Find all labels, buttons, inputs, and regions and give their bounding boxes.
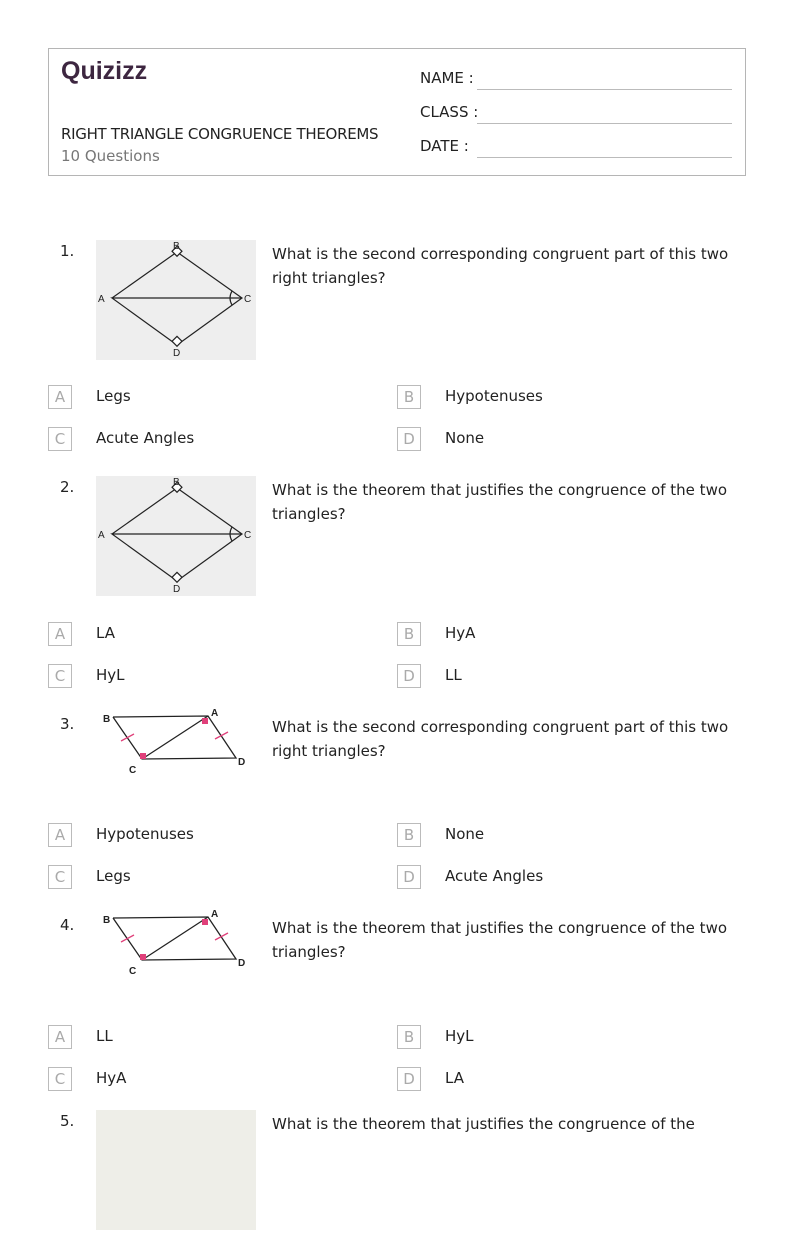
- question-number: 3.: [60, 715, 75, 733]
- option-letter-box[interactable]: C: [48, 664, 72, 688]
- option-letter-box[interactable]: D: [397, 865, 421, 889]
- option-text: None: [445, 429, 485, 447]
- option-letter-box[interactable]: B: [397, 622, 421, 646]
- option-text: HyA: [96, 1069, 127, 1087]
- svg-text:C: C: [129, 765, 137, 776]
- question-number: 2.: [60, 478, 75, 496]
- svg-text:B: B: [173, 241, 180, 252]
- question-text: What is the theorem that justifies the congruence of the two triangles?: [272, 919, 728, 961]
- option-letter-box[interactable]: A: [48, 622, 72, 646]
- option-text: Hypotenuses: [96, 825, 194, 843]
- option-text: LA: [445, 1069, 464, 1087]
- option-text: Legs: [96, 867, 131, 885]
- question-number: 4.: [60, 916, 75, 934]
- option-letter-box[interactable]: A: [48, 1025, 72, 1049]
- date-label: DATE :: [420, 137, 469, 155]
- question-number: 1.: [60, 242, 75, 260]
- option-text: HyL: [445, 1027, 474, 1045]
- option-text: None: [445, 825, 485, 843]
- svg-text:A: A: [98, 530, 105, 541]
- svg-text:D: D: [238, 958, 246, 969]
- option-text: HyA: [445, 624, 476, 642]
- option-text: Hypotenuses: [445, 387, 543, 405]
- option-letter-box[interactable]: C: [48, 1067, 72, 1091]
- class-field[interactable]: [420, 103, 478, 121]
- svg-text:A: A: [98, 294, 105, 305]
- question-count: 10 Questions: [61, 147, 160, 165]
- question-text: What is the second corresponding congruent part of this two right triangles?: [272, 718, 729, 760]
- question-figure: [96, 902, 256, 1022]
- option-text: HyL: [96, 666, 125, 684]
- option-letter-box[interactable]: B: [397, 385, 421, 409]
- option-letter-box[interactable]: C: [48, 427, 72, 451]
- class-label: CLASS :: [420, 103, 479, 121]
- option-text: LL: [445, 666, 462, 684]
- worksheet-title: RIGHT TRIANGLE CONGRUENCE THEOREMS: [61, 125, 379, 143]
- svg-text:B: B: [103, 915, 111, 926]
- question-text: What is the theorem that justifies the congruence of the two triangles?: [272, 481, 728, 523]
- option-letter-box[interactable]: D: [397, 664, 421, 688]
- svg-text:B: B: [173, 477, 180, 488]
- option-letter-box[interactable]: A: [48, 385, 72, 409]
- question-text: What is the theorem that justifies the congruence of the: [272, 1115, 695, 1133]
- option-text: Legs: [96, 387, 131, 405]
- svg-text:D: D: [173, 584, 181, 595]
- name-label: NAME :: [420, 69, 474, 87]
- option-text: Acute Angles: [96, 429, 195, 447]
- svg-text:A: A: [211, 708, 219, 719]
- svg-text:D: D: [238, 757, 246, 768]
- name-field[interactable]: [420, 69, 474, 87]
- option-letter-box[interactable]: B: [397, 1025, 421, 1049]
- question-figure: [96, 1110, 256, 1230]
- question-figure: [96, 701, 256, 821]
- svg-text:A: A: [211, 909, 219, 920]
- option-letter-box[interactable]: D: [397, 427, 421, 451]
- option-letter-box[interactable]: B: [397, 823, 421, 847]
- question-figure: [96, 240, 256, 360]
- question-text: What is the second corresponding congruent part of this two right triangles?: [272, 245, 729, 287]
- svg-text:B: B: [103, 714, 111, 725]
- svg-text:C: C: [244, 294, 252, 305]
- option-letter-box[interactable]: A: [48, 823, 72, 847]
- question-number: 5.: [60, 1112, 75, 1130]
- question-figure: [96, 476, 256, 596]
- option-text: LL: [96, 1027, 113, 1045]
- quizizz-logo: Quizizz: [61, 57, 148, 85]
- svg-text:C: C: [244, 530, 252, 541]
- svg-text:C: C: [129, 966, 137, 977]
- worksheet-header: [48, 48, 746, 176]
- option-letter-box[interactable]: C: [48, 865, 72, 889]
- date-field[interactable]: [420, 137, 469, 155]
- option-letter-box[interactable]: D: [397, 1067, 421, 1091]
- svg-text:D: D: [173, 348, 181, 359]
- option-text: LA: [96, 624, 115, 642]
- option-text: Acute Angles: [445, 867, 544, 885]
